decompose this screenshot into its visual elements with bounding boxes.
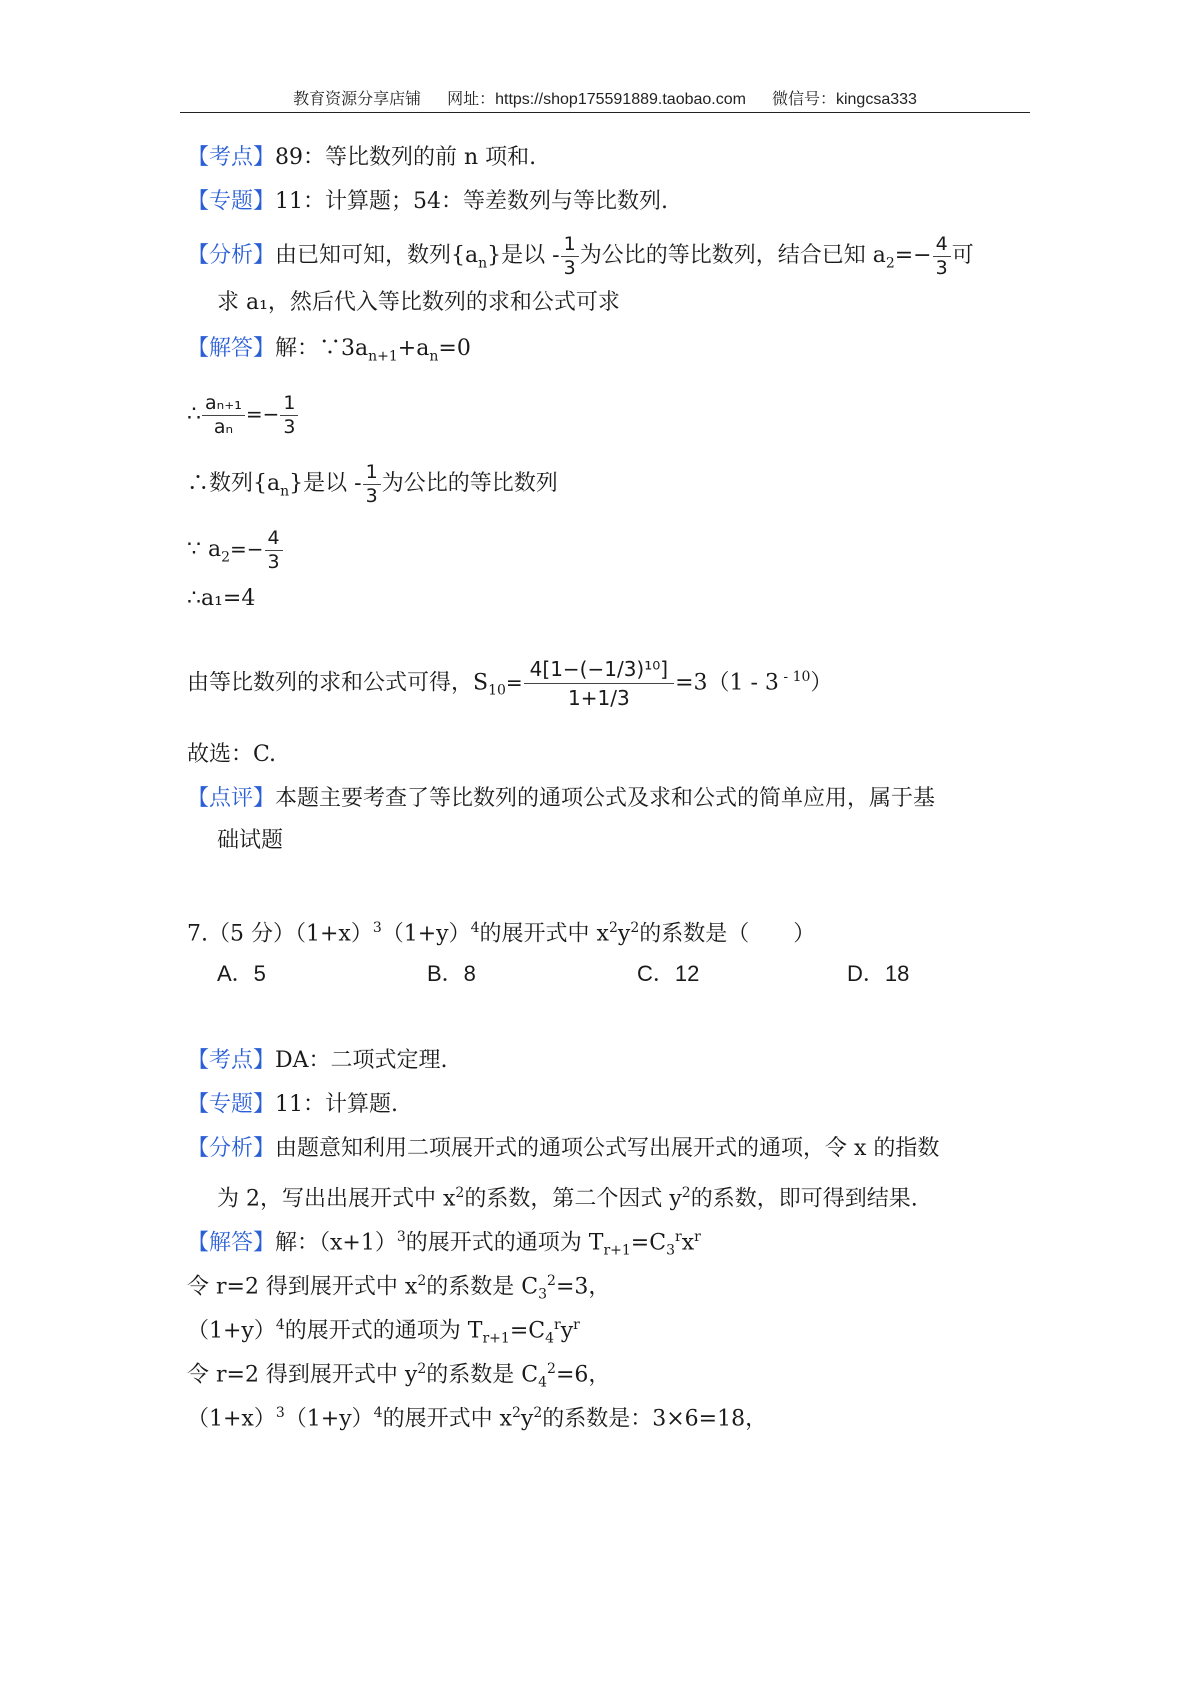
q6-fenxi-cont: 求 a₁，然后代入等比数列的求和公式可求 bbox=[217, 290, 620, 315]
header-divider bbox=[180, 112, 1030, 113]
q6-jieda: 【解答】解：$\because 3a_{n+1}+a_n=0$ bbox=[187, 336, 471, 365]
q6-a1-line: ∴a₁=4 bbox=[187, 586, 256, 611]
q6-fenxi: 【分析】由已知可知，数列$\{a_n\}$是以 - $\frac{1}{3}$ 为公比的等比数列，结合已知 $a_2=-$ $\frac{4}{3}$ 可 bbox=[187, 232, 974, 279]
choice-c[interactable]: C．12 bbox=[637, 961, 700, 986]
q7-line3: $(1+y)^4$的展开式的通项为 $T_{r+1}=C_4^ry^r$ bbox=[187, 1317, 580, 1347]
wechat-label: 微信号： bbox=[771, 91, 836, 108]
q7-line5: $(1+x)^3(1+y)^4$的展开式中 $x^2y^2$的系数是：3×6=18， bbox=[187, 1405, 768, 1432]
q6-because-line: ∵ $a_2=-$ $\frac{4}{3}$ bbox=[187, 526, 1037, 580]
q7-stem: 7.（5 分）$(1+x)^3(1+y)^4$的展开式中 $x^2y^2$的系数是（ ） bbox=[187, 920, 816, 947]
fraction-four-thirds: $\frac{4}{3}$ bbox=[265, 529, 283, 572]
q6-dianping-cont: 础试题 bbox=[217, 828, 284, 853]
q7-line4: 令 r=2 得到展开式中 $y^2$的系数是 $C_4^2=6$， bbox=[187, 1361, 611, 1391]
q7-choices bbox=[217, 958, 1067, 991]
q7-fenxi: 【分析】由题意知利用二项展开式的通项公式写出展开式的通项，令 x 的指数 bbox=[187, 1136, 940, 1161]
q6-sum-line: 由等比数列的求和公式可得，$S_{10}=$ $\frac{\text{4[1−(−1/3)¹⁰]}}{1+1/3}$ =3（1 - 3 $^{- 10}$） bbox=[187, 656, 833, 710]
q6-seq-line: ∴数列$\{a_n\}$是以 - $\frac{1}{3}$ 为公比的等比数列 bbox=[187, 460, 558, 507]
fraction-sum: $\frac{\text{4[1−(−1/3)¹⁰]}}{1+1/3}$ bbox=[524, 655, 674, 712]
shop-url[interactable]: https://shop175591889.taobao.com bbox=[495, 91, 746, 108]
q7-line2: 令 r=2 得到展开式中 $x^2$的系数是 $C_3^2=3$， bbox=[187, 1273, 611, 1303]
q6-ratio-line: ∴ $\frac{\text{aₙ₊₁}}{\text{aₙ}}$ =− $\frac{1}{3}$ bbox=[187, 390, 1037, 439]
q7-fenxi-cont: 为 2，写出出展开式中 $x^2$的系数，第二个因式 $y^2$的系数，即可得到结果. bbox=[217, 1185, 918, 1212]
q6-kaodian: 【考点】89：等比数列的前 n 项和. bbox=[187, 145, 537, 170]
q7-zhuanti: 【专题】11：计算题. bbox=[187, 1092, 399, 1117]
shop-name: 教育资源分享店铺 bbox=[293, 91, 422, 108]
fraction-four-thirds: $\frac{4}{3}$ bbox=[933, 235, 951, 278]
fraction-one-third: $\frac{1}{3}$ bbox=[363, 463, 381, 506]
fraction-one-third: $\frac{1}{3}$ bbox=[280, 394, 298, 437]
q6-zhuanti: 【专题】11：计算题；54：等差数列与等比数列. bbox=[187, 189, 668, 214]
fraction-one-third: $\frac{1}{3}$ bbox=[561, 235, 579, 278]
url-label: 网址： bbox=[447, 91, 496, 108]
q6-answer: 故选：C. bbox=[187, 742, 277, 767]
q6-dianping: 【点评】本题主要考查了等比数列的通项公式及求和公式的简单应用，属于基 bbox=[187, 786, 936, 811]
q7-jieda: 【解答】解：$(x+1)^3$的展开式的通项为 $T_{r+1}=C_3^rx^r$ bbox=[187, 1229, 701, 1259]
page-header bbox=[180, 86, 1030, 109]
fraction-ratio: $\frac{\text{aₙ₊₁}}{\text{aₙ}}$ bbox=[202, 394, 245, 437]
wechat-id: kingcsa333 bbox=[835, 91, 917, 108]
choice-d[interactable]: D．18 bbox=[847, 961, 910, 986]
choice-a[interactable]: A．5 bbox=[217, 961, 266, 986]
choice-b[interactable]: B．8 bbox=[427, 961, 476, 986]
q7-kaodian: 【考点】DA：二项式定理. bbox=[187, 1048, 448, 1073]
